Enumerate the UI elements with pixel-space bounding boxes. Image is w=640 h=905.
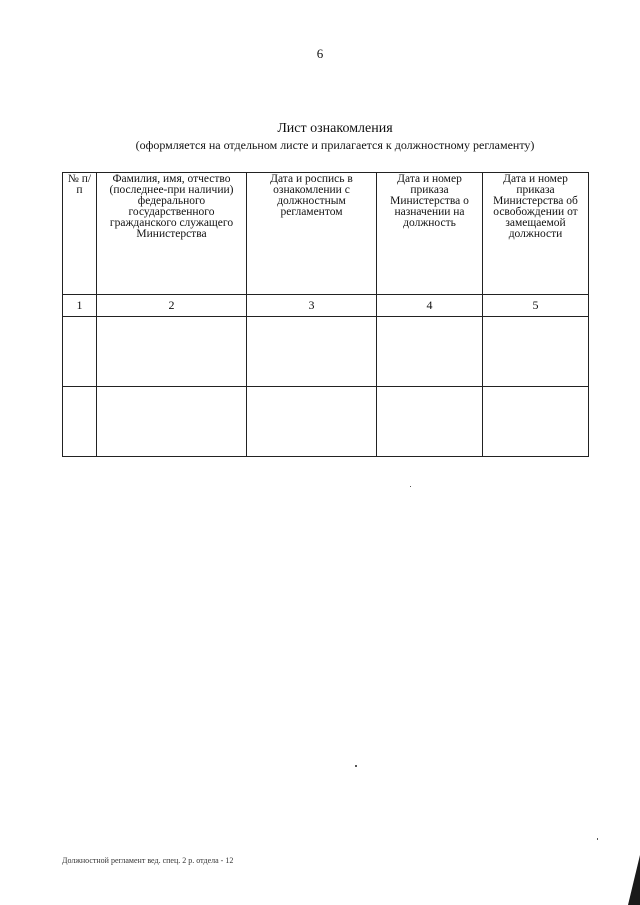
table-cell[interactable]: [97, 317, 247, 387]
header-text: Дата и номер приказа Министерства об освобождении от замещаемой должности: [493, 173, 578, 240]
scan-corner-shadow: [628, 855, 640, 905]
scan-speck: [355, 765, 357, 767]
table-cell[interactable]: [97, 387, 247, 457]
column-number-cell: 3: [247, 295, 377, 317]
acknowledgement-table: [62, 172, 589, 457]
document-subtitle: (оформляется на отдельном листе и прилагается к должностному регламенту): [135, 138, 535, 152]
table-cell[interactable]: [377, 317, 483, 387]
table-header-row: [63, 173, 589, 295]
header-cell-appointment-order: [377, 173, 483, 295]
table-cell[interactable]: [247, 387, 377, 457]
header-cell-number: [63, 173, 97, 295]
table-cell[interactable]: [483, 387, 589, 457]
table-row: [63, 387, 589, 457]
header-text: Дата и номер приказа Министерства о назначении на должность: [390, 173, 469, 229]
page-number: 6: [316, 46, 324, 61]
header-text: № п/п: [67, 173, 92, 196]
column-number-cell: 2: [97, 295, 247, 317]
scan-speck: [597, 838, 598, 840]
header-text: Дата и роспись в ознакомлении с должностным регламентом: [270, 173, 353, 218]
table-cell[interactable]: [377, 387, 483, 457]
document-title: Лист ознакомления: [277, 121, 393, 136]
column-number-cell: 1: [63, 295, 97, 317]
column-number-cell: 5: [483, 295, 589, 317]
column-number-cell: 4: [377, 295, 483, 317]
header-cell-dismissal-order: [483, 173, 589, 295]
table-row: [63, 317, 589, 387]
header-cell-full-name: [97, 173, 247, 295]
header-cell-signature-date: [247, 173, 377, 295]
table-cell[interactable]: [63, 387, 97, 457]
table-cell[interactable]: [483, 317, 589, 387]
scan-speck: [410, 486, 411, 487]
table-cell[interactable]: [247, 317, 377, 387]
table-cell[interactable]: [63, 317, 97, 387]
document-footer: Должностной регламент вед. спец. 2 р. отдела - 12: [62, 856, 234, 865]
header-text: Фамилия, имя, отчество (последнее-при наличии) федерального государственного гражданского служащего Министерства: [109, 173, 234, 240]
column-number-row: [63, 295, 589, 317]
